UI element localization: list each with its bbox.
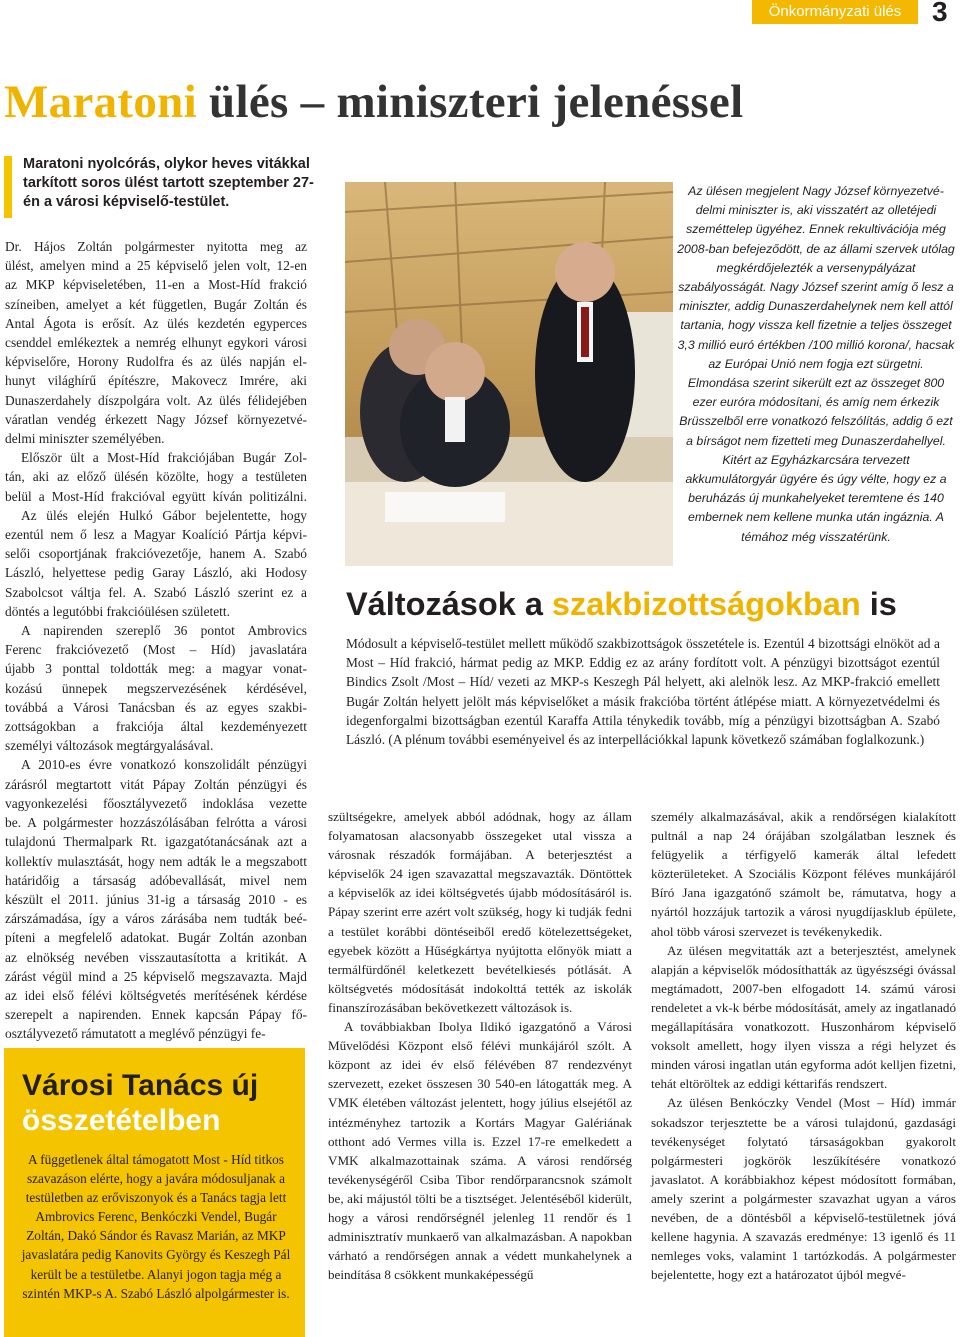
column-1-line: Dunaszerdahely díszpolgára volt. Az ülés félidejében [5,392,307,408]
box-headline-highlight: szakbizottságokban [551,586,861,622]
box-headline [346,586,956,623]
box-headline-part3: is [860,586,897,622]
sidebar-box-title-line1: Városi Tanács új [22,1069,259,1102]
photo-caption: Az ülésen megjelent Nagy József környezetvé-delmi miniszter is, aki visszatért az olletéjedi szeméttelep ügyéhez. Ennek rekultivációja még 2008-ban befejeződött, de az állami szervek utólag megkérdőjelezték a versenypályázat szabályosságát. Nagy József szerint amíg ő lesz a miniszter, addig Dunaszerdahelynek nem kell attól tartania, hogy vissza kell fizetnie a teljes összeget 3,3 millió euró értékben /100 millió korona/, hacsak az Európai Unió nem fogja ezt sürgetni. Elmondása szerint sikerült ezt az összeget 800 ezer euróra módosítani, és amíg nem érkezik Brüsszelből erre vonatkozó felszólítás, addig ő ezt a bírságot nem fizetteti meg Dunaszerdahellyel. Kitért az Egyházkarcsára tervezett akkumulátorgyár ügyére és úgy vélte, hogy ez a beruházás új munkahelyeket teremtene és 140 embernek nem kellene munka után ingáznia. A témához még visszatérünk. [677,184,955,544]
column-1-line: tulajdonú Thermalpark Rt. igazgatótanácsának azt a [5,834,307,850]
column-1-line: osztályvezető rámutatott a meglévő pénzügyi fe- [5,1026,266,1042]
headline-rest: ülés – miniszteri jelenéssel [196,76,744,128]
section-tag: Önkormányzati ülés [752,0,918,24]
column-1-line: be. A polgármester hozzászólásában felrótta a városi [5,815,307,831]
sidebar-box-text: A függetlenek által támogatott Most - Híd titkos szavazáson elérte, hogy a javára módosuljanak a testületben az erőviszonyok és a Tanács tagja lett Ambrovics Ferenc, Benkóczki Vendel, Bugár Zoltán, Dakó Sándor és Ravasz Marián, az MKP javaslatára pedig Kanovits György és Keszegh Pál került be a testületbe. Alanyi jogon tagja még a szintén MKP-s A. Szabó László alpolgármester is. [21,1152,291,1301]
column-1-line: Antal Ágota is erősít. Az ülés kezdetén egyperces [5,315,307,331]
column-1-line: vagyonkezelési főosztályvezető indoklása vezette [5,795,307,811]
column-1-line: zárást végül mind a 25 képviselő megszavazta. Majd [5,968,307,984]
headline-highlight: Maratoni [4,76,197,128]
column-1-line: Szabolcsot váltja fel. A. Szabó László szerint ez a [5,584,307,600]
photo-illustration [345,182,673,566]
sidebar-box-title [22,1068,282,1138]
lead-accent-bar [4,156,12,218]
column-1-line: tán, aki az előző ülésén közölte, hogy a testületen [5,469,307,485]
page-number: 3 [932,0,948,27]
column-1-line: váratlan vendég érkezett Nagy József környezetvé- [5,411,307,427]
article-column-3 [651,807,956,1284]
column-1-line: belül a Most-Híd frakcióval együtt kíván politizálni. [5,488,307,504]
article-column-1 [5,237,307,1044]
column-1-line: kozású ünnepek megszervezésének kérdésével, [5,680,307,696]
column-1-line: ülést, amelyen mind a 25 képviselő jelen volt, 12-en [5,258,307,274]
column-1-line: Ferenc frakcióvezető (Most – Híd) javaslatára [5,642,307,658]
column-1-line: zárszámadása, így a város zárásába nem tudták beé- [5,911,307,927]
article-photo [345,182,673,566]
column-3-paragraph-1: személy alkalmazásával, akik a rendőrségen kialakított pultnál a nap 24 órájában szolgálatban lesznek és felügyelik a térfigyelő kamerák által lefedett közterületeket. A Szociális Központ féléves munkájáról Bíró Jana igazgatónő számolt be, rámutatva, hogy a nyártól hozzájuk tartozik a városi nyugdíjasklub épülete, ahol több városi szervezet is tevékenykedik. [651,809,956,939]
column-1-line: Az ülés elején Hulkó Gábor bejelentette, hogy [21,507,307,523]
column-1-line: döntés a legutóbbi frakcióülésen született. [5,603,230,619]
column-3-paragraph-3: Az ülésen Benkóczky Vendel (Most – Híd) immár sokadszor terjesztette be a városi tulajdonú, gazdasági tevékenységet folytató társaságokban gyakorolt polgármesteri jogkörök leszűkítésére vonatkozó javaslatot. A korábbiakhoz képest módosított formában, amely szerint a polgármester szavazhat ugyan a város nevében, de a döntésből a képviselő-testületnek jóvá kellene hagynia. A szavazás eredménye: 13 igenlő és 11 nemleges voks, valamint 1 tartózkodás. A polgármester bejelentette, hogy ezt a határozatot újból megvé- [651,1095,956,1283]
column-1-line: határidőig a társaság adóbevallását, mivel nem [5,872,307,888]
column-1-line: újabb 3 ponttal toldották meg: a magyar vonat- [5,661,307,677]
column-1-line: az elnökség nevében visszautasította a kritikát. A [5,949,307,965]
column-1-line: László, helyettese pedig Garay László, aki Hodosy [5,565,307,581]
lead-paragraph: Maratoni nyolcórás, olykor heves vitákkal tarkított soros ülést tartott szeptember 27-én a városi képviselő-testület. [23,156,314,210]
column-1-line: zárásról megtartott vitát Pápay Zoltán pénzügyi és [5,776,307,792]
column-2-paragraph-1: szültségekre, amelyek abból adódnak, hogy az állam folyamatosan alacsonyabb összegeket utal vissza a városnak részadók formájában. A beterjesztést a képviselők 24 igen szavazattal megszavazták. Döntöttek a képviselők az idei költségvetés újabb módosításáról is. Pápay szerint erre azért volt szükség, hogy ki tudják fedni a testület korábbi döntéseiből eredő kötelezettségeket, egyebek között a Hűségkártya nyújtotta előnyök miatt a termálfürdőnél keletkezett bevételkiesés pótlását. A költségvetés módosítását indokolttá tették az iskolák finanszírozásában bekövetkezett változások is. [328,809,632,1015]
column-1-line: zottságokban a frakciója által kezdeményezett [5,719,307,735]
column-2-paragraph-2: A továbbiakban Ibolya Ildikó igazgatónő a Városi Művelődési Központ első félévi munkájáról szólt. A központ az idei év első félévében 87 rendezvényt szervezett, ezeket összesen 30 540-en látogatták meg. A VMK életében változást jelentett, hogy július elsejétől az intézményhez tartozik a Kortárs Magyar Galériának otthont adó Vermes villa is. Ezzel 17-re emelkedett a VMK alkalmazottainak száma. A városi rendőrség tevékenységéről Csiba Tibor rendőrparancsnok számolt be, aki májustól tölti be a tisztséget. Jelentéséből kiderült, hogy a városi rendőrségnél jelenleg 11 rendőr és 1 adminisztratív munkaerő van alkalmazásban. A napokban várható a rendőrségen annak a védett munkahelynek a beindítása 8 csökkent munkaképességű [328,1019,632,1283]
column-1-line: Dr. Hájos Zoltán polgármester nyitotta meg az [5,239,307,254]
column-1-line: személyi változások megtárgyalásával. [5,738,214,754]
column-1-line: az MKP képviseletében, 11-en a Most-Híd frakció [5,277,307,293]
column-1-line: színeiben, amelyet a két független, Bugár Zoltán és [5,296,307,312]
column-1-line: hunyt világhírű építészre, Makovecz Imrére, aki [5,373,307,389]
page-title [4,72,960,132]
column-3-paragraph-2: Az ülésen megvitatták azt a beterjesztést, amelynek alapján a képviselők módosíthatták az ügyészségi óvással megtámadott, 2007-ben elfogadott 14. számú városi rendeletet a vk-k bérbe módosítását, amely az ingatlanadó megállapítására vonatkozott. Huszonhárom képviselő voksolt amellett, hogy ilyen vissza a régi helyzet és minden városi ingatlan után egyforma adót kelljen fizetni, tehát eltöröltek az eddigi kéttarifás rendszert. [651,942,956,1092]
column-1-line: szerepelt a napirenden. Ennek kapcsán Pápay fő- [5,1007,307,1023]
sidebar-box-title-line2: összetételben [22,1104,221,1137]
column-1-line: A 2010-es évre vonatkozó konszolidált pénzügyi [21,757,307,773]
box-paragraph: Módosult a képviselő-testület mellett működő szakbizottságok összetétele is. Ezentúl 4 bizottsági elnököt ad a Most – Híd frakció, hármat pedig az MKP. Eddig ez az arány fordított volt. A pénzügyi bizottságot ezentúl Bindics Zsolt /Most – Híd/ vezeti az MKP-s Keszegh Pál helyett, aki alelnök lesz. Az MKP-frakció emellett Bugár Zoltán helyett jelölt más képviselőket a másik frakcióba történt átlépése miatt. A környezetvédelmi és idegenforgalmi bizottságban ezentúl Karaffa Attila ténykedik tovább, míg a pénzügyi bizottságban A. Szabó László. (A plénum további eseményeivel és az interpellációkkal lapunk következő számában foglalkozunk.) [346,636,940,748]
column-1-line: delmi miniszter személyében. [5,431,165,447]
column-1-line: Először ült a Most-Híd frakciójában Bugár Zol- [21,450,307,466]
column-1-line: ezentúl nem ő lesz a Magyar Koalíció Pártja képvi- [5,527,307,543]
column-1-line: készült el 2011. június 31-ig a társaság 2010 - es [5,891,307,907]
column-1-line: kollektív mulasztását, hogy nem adták le a megszabott [5,853,307,869]
box-headline-part1: Változások a [346,586,552,622]
column-1-line: csenddel emlékeztek a nemrég elhunyt egykori városi [5,335,307,351]
column-1-line: továbbá a Városi Tanácsban és az egyes szakbi- [5,699,307,715]
column-1-line: A napirenden szereplő 36 pontot Ambrovics [21,623,307,639]
article-column-2 [328,807,632,1284]
column-1-line: selői csoportjának frakcióvezetője, hanem A. Szabó [5,546,307,562]
column-1-line: képviselőre, Horony Rudolfra és az ülés napján el- [5,354,307,370]
column-1-line: az idei első félévi költségvetés merítésének kérdése [5,987,307,1003]
column-1-line: píteni a megfelelő adatokat. Bugár Zoltán azonban [5,930,307,946]
